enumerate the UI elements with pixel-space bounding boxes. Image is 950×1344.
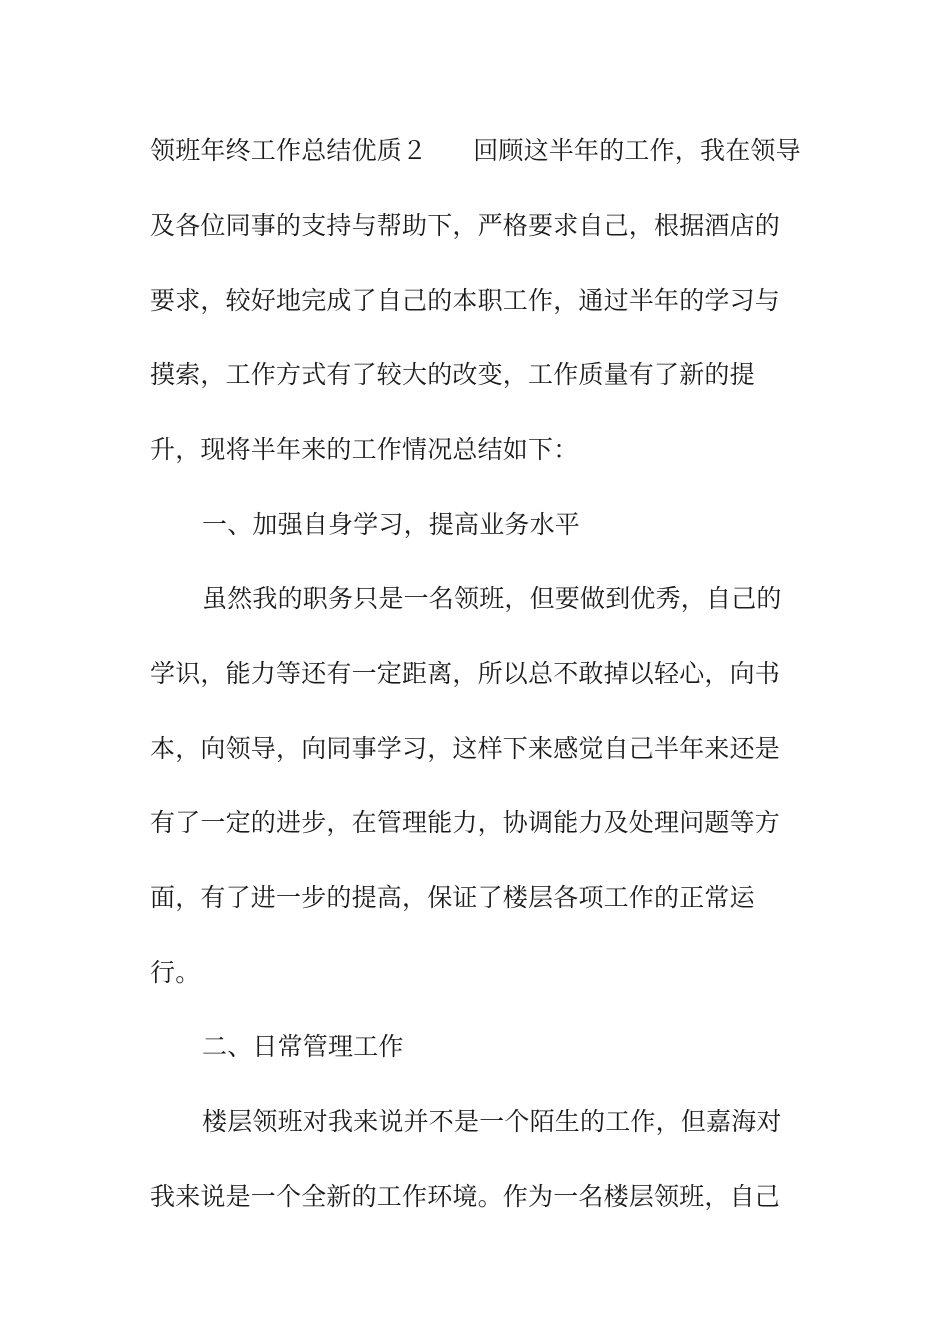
text-line: 有了一定的进步，在管理能力，协调能力及处理问题等方 [150,808,781,837]
section-heading: 一、加强自身学习，提高业务水平 [202,510,581,539]
section-heading: 二、日常管理工作 [202,1032,404,1061]
text-line: 行。 [150,958,201,987]
text-line [150,136,801,166]
text-line: 我来说是一个全新的工作环境。作为一名楼层领班，自己 [150,1182,781,1211]
text-line: 及各位同事的支持与帮助下，严格要求自己，根据酒店的 [150,211,781,240]
text-line: 面，有了进一步的提高，保证了楼层各项工作的正常运 [150,883,755,912]
text-line: 楼层领班对我来说并不是一个陌生的工作，但嘉海对 [202,1107,782,1136]
paragraph-text: 回顾这半年的工作，我在领导 [473,136,801,165]
text-line: 本，向领导，向同事学习，这样下来感觉自己半年来还是 [150,734,781,763]
text-line: 摸索，工作方式有了较大的改变，工作质量有了新的提 [150,360,755,389]
text-line: 升，现将半年来的工作情况总结如下： [150,435,579,464]
text-line: 学识，能力等还有一定距离，所以总不敢掉以轻心，向书 [150,659,781,688]
text-line: 虽然我的职务只是一名领班，但要做到优秀，自己的 [202,584,782,613]
text-line: 要求，较好地完成了自己的本职工作，通过半年的学习与 [150,286,781,315]
document-title: 领班年终工作总结优质２ [150,136,428,165]
